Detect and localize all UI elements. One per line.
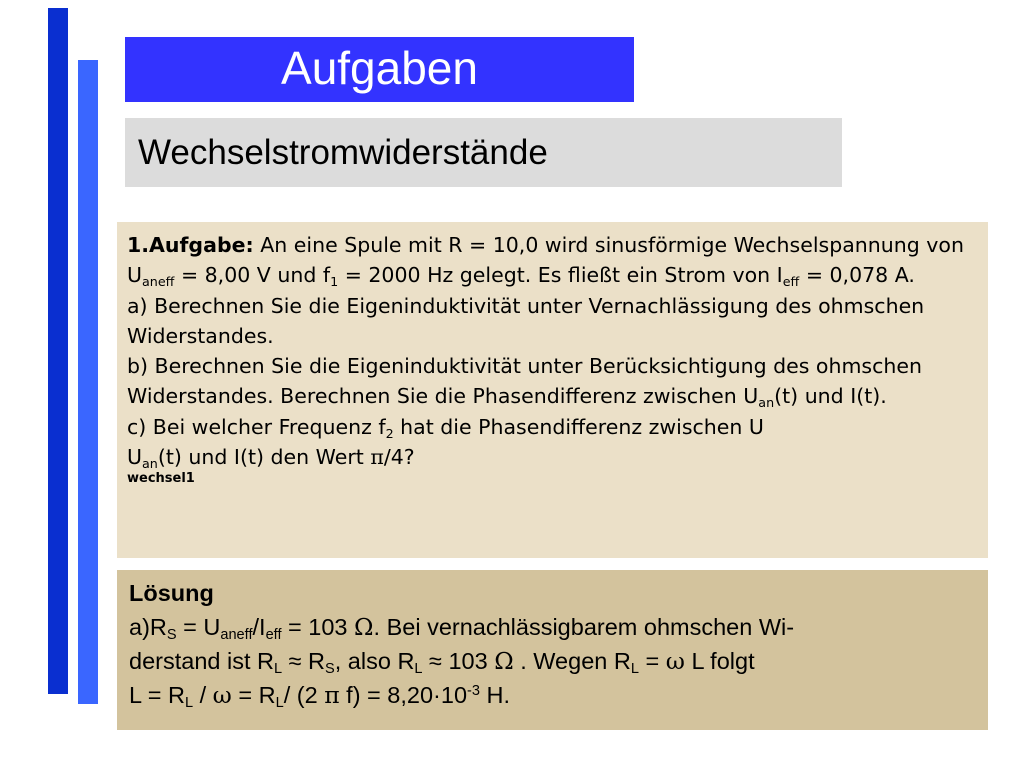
decorative-bar-dark: [48, 8, 68, 694]
solution-line-3: $L = R_L / \omega = R_L/$ (2 π $f) = 8,20\cdot 10^{-3}$ H.: [129, 681, 510, 712]
omega-symbol: Ω: [494, 647, 514, 675]
task-part-a: a) Berechnen Sie die Eigeninduktivität unter Vernachlässigung des ohmschen Widerstandes.: [127, 293, 925, 348]
pi-symbol: π: [370, 445, 384, 470]
task-part-b: b) Berechnen Sie die Eigeninduktivität unter Berücksichtigung des ohmschen Widerstandes. Berechnen Sie die Phasendifferenz zwischen $U_{an}(t)$ und I(t).: [127, 354, 922, 411]
task-code: wechsel1: [127, 471, 195, 487]
task-intro: 1.Aufgabe: An eine Spule mit R = 10,0 wird sinusförmige Wechselspannung von $U_{aneff} = 8,00$ V und $f_1 = 2000$ Hz gelegt. Es fließt ein Strom von $I_{eff} = 0,078$ A.: [127, 233, 964, 290]
solution-heading: Lösung: [129, 580, 214, 606]
solution-box: [117, 570, 988, 730]
slide-title: [125, 37, 634, 102]
small-omega-symbol: ω: [665, 647, 685, 675]
task-box: [117, 222, 988, 558]
omega-symbol: Ω: [354, 613, 374, 641]
slide-subtitle-text: Wechselstromwiderstände: [138, 133, 548, 172]
solution-line-2: derstand ist $R_L \approx R_S$, also $R_L \approx 103$ Ω . Wegen $R_L = \omega$ L folgt: [129, 647, 755, 678]
task-part-c: c) Bei welcher Frequenz $f_2$ hat die Phasendifferenz zwischen U $U_{an}(t)$ und I(t) den Wert π/4?: [127, 414, 764, 471]
decorative-bar-light: [78, 60, 98, 704]
slide-subtitle: [125, 118, 842, 187]
task-label: 1.Aufgabe:: [127, 233, 254, 257]
slide-title-text: Aufgaben: [281, 42, 478, 94]
solution-line-1: $a)R_S = U_{aneff}/I_{eff} = 103$ Ω. Bei vernachlässigbarem ohmschen Wi-: [129, 613, 795, 644]
pi-symbol: π: [324, 681, 340, 709]
small-omega-symbol: ω: [212, 681, 232, 709]
